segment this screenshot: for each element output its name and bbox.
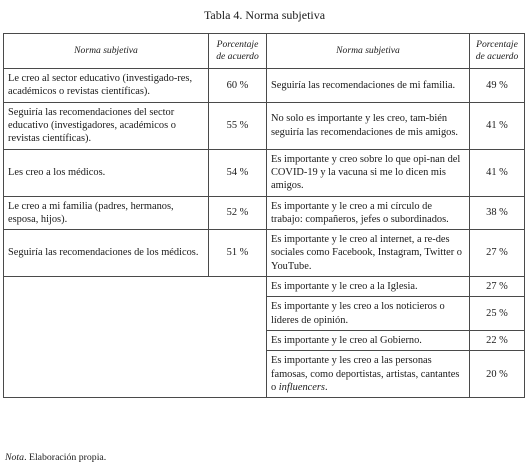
left-statement: Seguiría las recomendaciones del sector educativo (investigadores, académicos o revistas científicas). [4, 102, 209, 149]
left-statement: Le creo a mi familia (padres, hermanos, esposa, hijos). [4, 196, 209, 230]
left-percentage: 55 % [209, 102, 267, 149]
right-statement: Es importante y le creo al Gobierno. [267, 331, 470, 351]
table-row [4, 69, 525, 103]
right-statement: Es importante y le creo a mi círculo de trabajo: compañeros, jefes o subordinados. [267, 196, 470, 230]
header-norma-right: Norma subjetiva [267, 34, 470, 69]
right-percentage: 38 % [470, 196, 525, 230]
right-percentage: 20 % [470, 351, 525, 398]
left-percentage: 54 % [209, 149, 267, 196]
left-statement: Le creo al sector educativo (investigado-res, académicos o revistas científicas). [4, 69, 209, 103]
table-row [4, 149, 525, 196]
left-percentage: 51 % [209, 230, 267, 277]
norma-subjetiva-table [3, 33, 525, 398]
right-statement: Es importante y creo sobre lo que opi-nan del COVID-19 y la vacuna si me lo dicen mis amigos. [267, 149, 470, 196]
right-percentage: 27 % [470, 230, 525, 277]
right-statement: Es importante y le creo al internet, a re-des sociales como Facebook, Instagram, Twitter o YouTube. [267, 230, 470, 277]
right-statement: No solo es importante y les creo, tam-bién seguiría las recomendaciones de mis amigos. [267, 102, 470, 149]
table-row [4, 230, 525, 277]
right-statement: Es importante y le creo a la Iglesia. [267, 277, 470, 297]
right-statement [267, 351, 470, 398]
table-row [4, 102, 525, 149]
right-percentage: 41 % [470, 149, 525, 196]
header-porcentaje-right: Porcentaje de acuerdo [470, 34, 525, 69]
note-label: Nota [5, 452, 25, 463]
right-percentage: 22 % [470, 331, 525, 351]
statement-suffix: . [324, 381, 328, 393]
empty-left-cell [4, 277, 267, 398]
statement-emphasis: influencers [278, 381, 325, 393]
right-percentage: 49 % [470, 69, 525, 103]
left-statement: Seguiría las recomendaciones de los médicos. [4, 230, 209, 277]
right-percentage: 41 % [470, 102, 525, 149]
right-percentage: 27 % [470, 277, 525, 297]
header-row [4, 34, 525, 69]
note-text: . Elaboración propia. [24, 452, 107, 463]
table-row [4, 277, 525, 297]
right-statement: Seguiría las recomendaciones de mi familia. [267, 69, 470, 103]
left-percentage: 52 % [209, 196, 267, 230]
statement-prefix: Es importante y les creo a las personas famosas, como deportistas, artistas, cantantes o [271, 355, 460, 393]
left-percentage: 60 % [209, 69, 267, 103]
left-statement: Les creo a los médicos. [4, 149, 209, 196]
right-statement: Es importante y les creo a los noticieros o líderes de opinión. [267, 297, 470, 331]
table-title: Tabla 4. Norma subjetiva [203, 8, 326, 22]
right-percentage: 25 % [470, 297, 525, 331]
table-row [4, 196, 525, 230]
header-porcentaje-left: Porcentaje de acuerdo [209, 34, 267, 69]
header-norma-left: Norma subjetiva [4, 34, 209, 69]
table-note [5, 452, 106, 463]
